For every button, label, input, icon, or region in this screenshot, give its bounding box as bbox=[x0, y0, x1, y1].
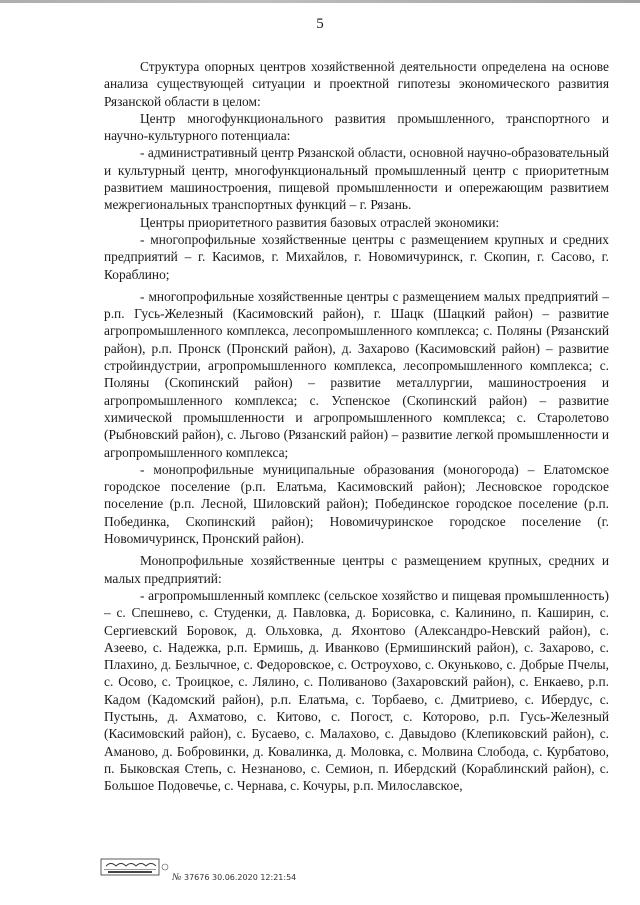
document-reference bbox=[172, 872, 296, 883]
paragraph-large-enterprises: - многопрофильные хозяйственные центры с размещением крупных и средних предприятий – г. Касимов, г. Михайлов, г. Новомичуринск, г. Скопин, г. Сасово, г. Кораблино; bbox=[104, 231, 609, 282]
page-number: 5 bbox=[316, 16, 324, 32]
paragraph-priority-heading: Центры приоритетного развития базовых отраслей экономики: bbox=[140, 214, 500, 230]
government-stamp-icon bbox=[100, 857, 172, 877]
paragraph-intro: Структура опорных центров хозяйственной деятельности определена на основе анализа существующей ситуации и проектной гипотезы экономического развития Рязанской области в целом: bbox=[104, 59, 609, 109]
scan-edge-shadow bbox=[0, 0, 640, 3]
stamp-caption-bar bbox=[108, 871, 152, 873]
reference-text: 37676 30.06.2020 12:21:54 bbox=[183, 873, 297, 882]
paragraph-monotowns: - монопрофильные муниципальные образования (моногорода) – Елатомское городское поселение (р.п. Елатьма, Касимовский район); Лесновское городское поселение (р.п. Лесной, Шиловский район); Побединское городское поселение (р.п. Побединка, Скопинский район); Новомичуринское городское поселение (г. Новомичуринск, Пронский район). bbox=[104, 461, 609, 547]
reference-mark: № bbox=[172, 872, 182, 883]
paragraph-agro-list: - агропромышленный комплекс (сельское хозяйство и пищевая промышленность) – с. Спешнево, с. Студенки, д. Павловка, д. Борисовка, с. Калинино, п. Каширин, с. Сергиевский Боровок, д. Ольховка, д. Яхонтово (Александро-Невский район), с. Азеево, с. Надежка, р.п. Ермишь, д. Иванково (Ермишинский район), с. Захарово, с. Плахино, д. Безлычное, с. Федоровское, с. Остроухово, с. Окуньково, с. Добрые Пчелы, с. Осово, с. Троицкое, с. Лялино, с. Поливаново (Захаровский район), с. Енкаево, р.п. Кадом (Кадомский район), р.п. Елатьма, с. Торбаево, с. Дмитриево, с. Ибердус, с. Пустынь, д. Ахматово, с. Китово, с. Погост, с. Которово, р.п. Гусь-Железный (Касимовский район), с. Бусаево, с. Малахово, с. Давыдово (Клепиковский район), с. Аманово, д. Бобровинки, д. Ковалинка, д. Моловка, с. Молвина Слобода, с. Курбатово, п. Быковская Степь, с. Незнаново, с. Семион, п. Ибердский (Кораблинский район), с. Большое Подовечье, с. Чернава, с. Кочуры, р.п. Милославское, bbox=[104, 587, 609, 794]
paragraph-center-heading: Центр многофункционального развития промышленного, транспортного и научно-культурного потенциала: bbox=[104, 110, 609, 144]
paragraph-small-enterprises: - многопрофильные хозяйственные центры с размещением малых предприятий – р.п. Гусь-Железный (Касимовский район), г. Шацк (Шацкий район) – развитие агропромышленного комплекса, лесопромышленного комплекса; с. Поляны (Рязанский район), р.п. Пронск (Пронский район), д. Захарово (Касимовский район) – развитие стройиндустрии, агропромышленного комплекса, лесопромышленного комплекса; с. Поляны (Скопинский район) – развитие металлургии, машиностроения и агропромышленного комплекса; с. Успенское (Скопинский район) – развитие химической промышленности и агропромышленного комплекса; с. Старолетово (Рыбновский район), с. Льгово (Рязанский район) – развитие легкой промышленности и агропромышленного комплекса; bbox=[104, 288, 609, 460]
document-body bbox=[104, 58, 609, 794]
paragraph-mono-heading: Монопрофильные хозяйственные центры с размещением крупных, средних и малых предприятий: bbox=[104, 553, 609, 586]
paragraph-ryazan: - административный центр Рязанской области, основной научно-образовательный и культурный центр, многофункциональный промышленный центр с приоритетным развитием машиностроения, пищевой промышленности и опережающим развитием межрегиональных транспортных функций – г. Рязань. bbox=[104, 145, 609, 213]
